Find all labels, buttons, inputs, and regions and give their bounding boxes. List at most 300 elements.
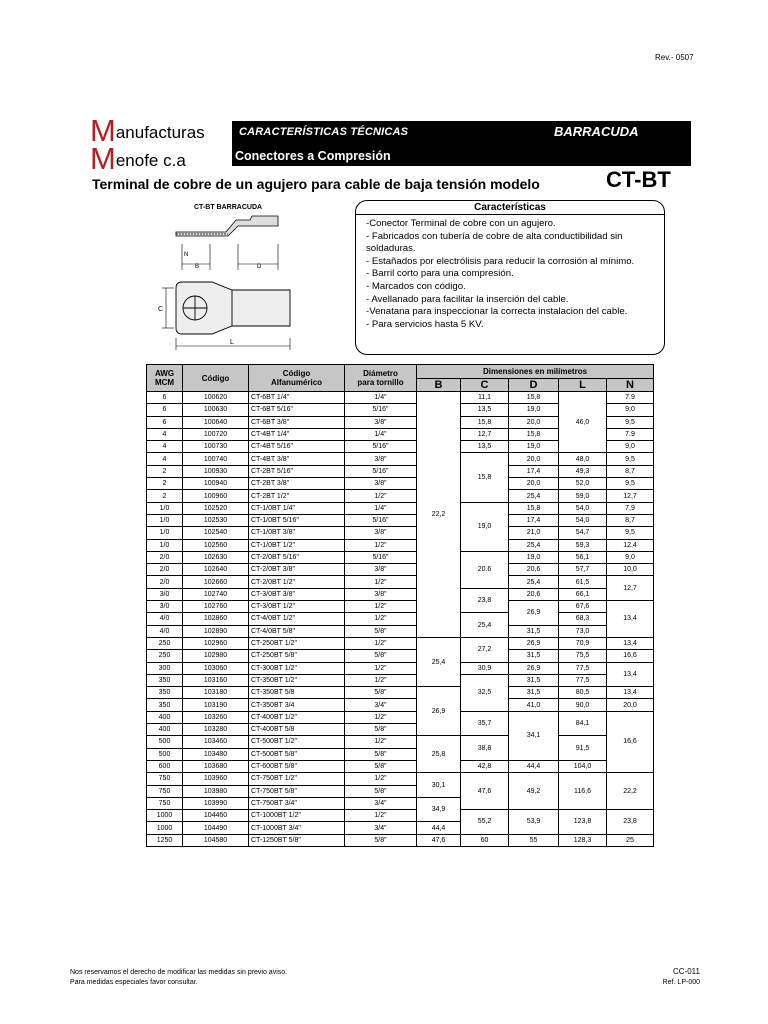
logo-initial-1: M: [90, 113, 116, 148]
table-row: [147, 527, 654, 539]
cell-codigo: 103990: [183, 797, 249, 809]
cell-diametro: 5/16": [345, 551, 417, 563]
cell-dim-c: 32,5: [461, 674, 509, 711]
footer-line-2: Para medidas especiales favor consultar.: [70, 978, 198, 986]
cell-diametro: 1/2": [345, 674, 417, 686]
cell-dim-d: 25,4: [509, 576, 559, 588]
cell-awg: 3/0: [147, 588, 183, 600]
cell-diametro: 5/16": [345, 404, 417, 416]
cell-alfanumerico: CT-750BT 3/4": [249, 797, 345, 809]
cell-diametro: 5/16": [345, 465, 417, 477]
cell-awg: 1/0: [147, 514, 183, 526]
cell-dim-n: 8,7: [607, 514, 654, 526]
cell-alfanumerico: CT-250BT 5/8": [249, 650, 345, 662]
cell-dim-l: 54,7: [559, 527, 607, 539]
cell-awg: 2: [147, 465, 183, 477]
specifications-table: [146, 364, 654, 847]
cell-diametro: 3/4": [345, 797, 417, 809]
cell-alfanumerico: CT-4BT 5/16": [249, 441, 345, 453]
cell-diametro: 5/8": [345, 785, 417, 797]
table-row: [147, 601, 654, 613]
cell-awg: 750: [147, 773, 183, 785]
table-row: [147, 564, 654, 576]
terminal-drawing: [140, 198, 355, 358]
cell-dim-l: 48,0: [559, 453, 607, 465]
cell-dim-l: 128,3: [559, 834, 607, 846]
header-awg: AWG MCM: [147, 365, 183, 392]
cell-dim-n: 7,9: [607, 502, 654, 514]
cell-dim-b: 25,8: [417, 736, 461, 773]
cell-dim-d: 15,8: [509, 392, 559, 404]
cell-dim-l: 59,3: [559, 539, 607, 551]
cell-alfanumerico: CT-350BT 5/8: [249, 687, 345, 699]
table-row: [147, 588, 654, 600]
page-title: Terminal de cobre de un agujero para cable de baja tensión modelo: [92, 176, 540, 192]
cell-alfanumerico: CT-1000BT 3/4": [249, 822, 345, 834]
header-l: L: [559, 379, 607, 392]
cell-dim-n: 9,5: [607, 478, 654, 490]
table-row: [147, 551, 654, 563]
model-code: CT-BT: [606, 167, 671, 192]
cell-dim-d: 20,0: [509, 478, 559, 490]
logo-initial-2: M: [90, 141, 116, 176]
cell-awg: 1/0: [147, 527, 183, 539]
cell-diametro: 5/8": [345, 760, 417, 772]
characteristic-item: - Para servicios hasta 5 KV.: [366, 318, 484, 330]
cell-dim-n: 25: [607, 834, 654, 846]
cell-dim-n: 22,2: [607, 773, 654, 810]
cell-dim-c: 35,7: [461, 711, 509, 736]
header-c: C: [461, 379, 509, 392]
cell-codigo: 103260: [183, 711, 249, 723]
cell-diametro: 1/2": [345, 576, 417, 588]
cell-dim-l: 54,0: [559, 514, 607, 526]
dim-d-label: D: [257, 264, 262, 270]
characteristic-item: - Marcados con código.: [366, 280, 466, 292]
cell-dim-d: 31,5: [509, 674, 559, 686]
header-brand: BARRACUDA: [554, 124, 639, 139]
table-row: [147, 576, 654, 588]
header-n: N: [607, 379, 654, 392]
cell-dim-l: 90,0: [559, 699, 607, 711]
cell-alfanumerico: CT-1250BT 5/8": [249, 834, 345, 846]
cell-dim-d: 34,1: [509, 711, 559, 760]
cell-dim-d: 15,8: [509, 428, 559, 440]
footer-code: CC-011: [673, 967, 700, 976]
cell-diametro: 5/16": [345, 514, 417, 526]
cell-dim-l: 68,3: [559, 613, 607, 625]
cell-awg: 1000: [147, 810, 183, 822]
cell-dim-n: 9,5: [607, 453, 654, 465]
cell-dim-c: 15,8: [461, 416, 509, 428]
cell-dim-l: 80,5: [559, 687, 607, 699]
cell-alfanumerico: CT-1/0BT 1/4": [249, 502, 345, 514]
cell-dim-d: 15,8: [509, 502, 559, 514]
cell-awg: 350: [147, 699, 183, 711]
cell-dim-l: 70,9: [559, 637, 607, 649]
cell-codigo: 103680: [183, 760, 249, 772]
cell-alfanumerico: CT-350BT 3/4: [249, 699, 345, 711]
cell-dim-n: 9,0: [607, 551, 654, 563]
table-row: [147, 687, 654, 699]
cell-diametro: 1/2": [345, 637, 417, 649]
cell-alfanumerico: CT-250BT 1/2": [249, 637, 345, 649]
cell-dim-l: 49,3: [559, 465, 607, 477]
cell-alfanumerico: CT-1/0BT 5/16": [249, 514, 345, 526]
cell-diametro: 1/2": [345, 711, 417, 723]
table-row: [147, 637, 654, 649]
cell-dim-d: 19,0: [509, 404, 559, 416]
cell-codigo: 102660: [183, 576, 249, 588]
cell-alfanumerico: CT-300BT 1/2": [249, 662, 345, 674]
cell-dim-b: 22,2: [417, 392, 461, 638]
cell-diametro: 5/8": [345, 748, 417, 760]
cell-codigo: 102860: [183, 613, 249, 625]
table-row: [147, 711, 654, 723]
cell-codigo: 104460: [183, 810, 249, 822]
cell-awg: 4: [147, 453, 183, 465]
cell-dim-c: 27,2: [461, 637, 509, 662]
cell-dim-n: 13,4: [607, 687, 654, 699]
header-b: B: [417, 379, 461, 392]
cell-diametro: 1/2": [345, 773, 417, 785]
cell-dim-d: 25,4: [509, 490, 559, 502]
cell-awg: 4: [147, 441, 183, 453]
table-row: [147, 773, 654, 785]
table-row: [147, 736, 654, 748]
cell-diametro: 5/8": [345, 724, 417, 736]
cell-alfanumerico: CT-750BT 1/2": [249, 773, 345, 785]
cell-dim-l: 73,0: [559, 625, 607, 637]
cell-dim-l: 84,1: [559, 711, 607, 736]
dim-l-label: L: [230, 339, 234, 346]
cell-alfanumerico: CT-4/0BT 1/2": [249, 613, 345, 625]
cell-dim-c: 15,8: [461, 453, 509, 502]
cell-awg: 1/0: [147, 502, 183, 514]
cell-dim-d: 21,0: [509, 527, 559, 539]
cell-dim-b: 30,1: [417, 773, 461, 798]
cell-alfanumerico: CT-6BT 1/4": [249, 392, 345, 404]
header-diametro: Diámetro para tornillo: [345, 365, 417, 392]
cell-dim-c: 55,2: [461, 810, 509, 835]
cell-codigo: 103980: [183, 785, 249, 797]
header-dimensiones: Dimensiones en milímetros: [417, 365, 654, 379]
cell-diametro: 5/8": [345, 834, 417, 846]
table-row: [147, 392, 654, 404]
table-row: [147, 810, 654, 822]
cell-diametro: 1/4": [345, 392, 417, 404]
cell-dim-d: 41,0: [509, 699, 559, 711]
table-row: [147, 490, 654, 502]
cell-codigo: 100930: [183, 465, 249, 477]
cell-dim-d: 26,9: [509, 662, 559, 674]
cell-diametro: 3/8": [345, 478, 417, 490]
cell-codigo: 100640: [183, 416, 249, 428]
cell-awg: 6: [147, 392, 183, 404]
cell-awg: 4/0: [147, 625, 183, 637]
footer-codes: [640, 966, 700, 988]
cell-alfanumerico: CT-2/0BT 1/2": [249, 576, 345, 588]
cell-awg: 250: [147, 650, 183, 662]
cell-awg: 1000: [147, 822, 183, 834]
cell-dim-n: 9,5: [607, 416, 654, 428]
cell-dim-l: 67,6: [559, 601, 607, 613]
characteristics-box: [355, 200, 665, 355]
table-row: [147, 699, 654, 711]
footer-notes: [70, 968, 287, 987]
header-codigo: Código: [183, 365, 249, 392]
characteristic-item: -Venatana para inspeccionar la correcta instalacion del cable.: [366, 306, 628, 318]
cell-diametro: 1/2": [345, 613, 417, 625]
terminal-top-view: [176, 282, 290, 334]
cell-diametro: 1/4": [345, 502, 417, 514]
logo-text-2: enofe c.a: [115, 151, 186, 170]
cell-diametro: 3/4": [345, 822, 417, 834]
cell-dim-d: 20,0: [509, 453, 559, 465]
cell-dim-b: 34,9: [417, 797, 461, 822]
cell-dim-c: 20.6: [461, 551, 509, 588]
cell-dim-n: 9,0: [607, 441, 654, 453]
cell-diametro: 1/2": [345, 810, 417, 822]
cell-codigo: 104580: [183, 834, 249, 846]
cell-codigo: 102980: [183, 650, 249, 662]
cell-dim-d: 19,0: [509, 441, 559, 453]
cell-awg: 4: [147, 428, 183, 440]
cell-awg: 500: [147, 736, 183, 748]
cell-dim-c: 11,1: [461, 392, 509, 404]
dim-n-label: N: [184, 252, 189, 258]
cell-dim-d: 53,9: [509, 810, 559, 835]
cell-dim-n: 12,7: [607, 576, 654, 601]
cell-dim-d: 20,0: [509, 416, 559, 428]
cell-dim-n: 7.9: [607, 428, 654, 440]
table-row: [147, 514, 654, 526]
cell-dim-d: 31,5: [509, 625, 559, 637]
cell-awg: 2/0: [147, 564, 183, 576]
dim-c-label: C: [158, 306, 164, 313]
cell-dim-d: 25,4: [509, 539, 559, 551]
cell-dim-d: 17,4: [509, 514, 559, 526]
cell-awg: 400: [147, 711, 183, 723]
cell-codigo: 102960: [183, 637, 249, 649]
cell-dim-c: 23,8: [461, 588, 509, 613]
cell-dim-d: 31,5: [509, 650, 559, 662]
table-row: [147, 625, 654, 637]
header-codigo-alfa: Código Alfanumérico: [249, 365, 345, 392]
cell-dim-d: 26,9: [509, 637, 559, 649]
cell-alfanumerico: CT-3/0BT 3/8": [249, 588, 345, 600]
cell-alfanumerico: CT-400BT 5/8: [249, 724, 345, 736]
cell-dim-n: 8,7: [607, 465, 654, 477]
cell-dim-c: 47,6: [461, 773, 509, 810]
cell-diametro: 1/2": [345, 490, 417, 502]
cell-dim-n: 13,4: [607, 637, 654, 649]
footer-line-1: Nos reservamos el derecho de modificar las medidas sin previo aviso.: [70, 969, 288, 976]
header-tech-label: CARACTERÍSTICAS TÉCNICAS: [239, 126, 409, 138]
cell-dim-d: 19,0: [509, 551, 559, 563]
cell-dim-l: 77,5: [559, 674, 607, 686]
cell-dim-d: 26,9: [509, 601, 559, 626]
company-logo: [90, 113, 240, 176]
cell-awg: 2/0: [147, 576, 183, 588]
cell-dim-l: 52,0: [559, 478, 607, 490]
cell-codigo: 103960: [183, 773, 249, 785]
cell-codigo: 103280: [183, 724, 249, 736]
cell-dim-d: 44,4: [509, 760, 559, 772]
cell-codigo: 104490: [183, 822, 249, 834]
cell-dim-c: 25,4: [461, 613, 509, 638]
cell-dim-n: 16,6: [607, 711, 654, 772]
cell-dim-l: 59,0: [559, 490, 607, 502]
cell-codigo: 102540: [183, 527, 249, 539]
table-row: [147, 539, 654, 551]
cell-alfanumerico: CT-500BT 5/8": [249, 748, 345, 760]
cell-diametro: 5/8": [345, 650, 417, 662]
table-row: [147, 478, 654, 490]
cell-awg: 750: [147, 785, 183, 797]
table-row: [147, 502, 654, 514]
cell-dim-n: 9,5: [607, 527, 654, 539]
cell-codigo: 103460: [183, 736, 249, 748]
cell-dim-n: 16,6: [607, 650, 654, 662]
cell-dim-d: 55: [509, 834, 559, 846]
cell-alfanumerico: CT-1/0BT 3/8": [249, 527, 345, 539]
cell-dim-l: 91,5: [559, 736, 607, 761]
cell-codigo: 103480: [183, 748, 249, 760]
terminal-side-view: [176, 216, 278, 236]
drawing-label: CT-BT BARRACUDA: [194, 204, 263, 211]
characteristic-item: - Estañados por electrólisis para reducir la corrosión al mínimo.: [366, 255, 635, 267]
cell-awg: 1/0: [147, 539, 183, 551]
header-subtitle: Conectores a Compresión: [235, 149, 391, 163]
cell-codigo: 100630: [183, 404, 249, 416]
cell-diametro: 3/8": [345, 564, 417, 576]
cell-codigo: 102760: [183, 601, 249, 613]
cell-dim-n: 13,4: [607, 662, 654, 687]
cell-dim-l: 61,5: [559, 576, 607, 588]
dim-b-label: B: [195, 264, 200, 270]
cell-awg: 6: [147, 404, 183, 416]
cell-dim-c: 42,8: [461, 760, 509, 772]
cell-dim-l: 46,0: [559, 392, 607, 453]
table-row: [147, 760, 654, 772]
cell-diametro: 3/4": [345, 699, 417, 711]
cell-awg: 4/0: [147, 613, 183, 625]
cell-alfanumerico: CT-4BT 3/8": [249, 453, 345, 465]
table-body: [147, 392, 654, 847]
cell-codigo: 102640: [183, 564, 249, 576]
cell-dim-l: 75,5: [559, 650, 607, 662]
cell-awg: 600: [147, 760, 183, 772]
cell-codigo: 100720: [183, 428, 249, 440]
cell-codigo: 103160: [183, 674, 249, 686]
characteristic-item: - Barril corto para una compresión.: [366, 268, 514, 280]
cell-dim-c: 38,8: [461, 736, 509, 761]
cell-alfanumerico: CT-2BT 5/16": [249, 465, 345, 477]
cell-awg: 750: [147, 797, 183, 809]
cell-dim-n: 12,4: [607, 539, 654, 551]
cell-dim-n: 7.9: [607, 392, 654, 404]
cell-codigo: 103060: [183, 662, 249, 674]
characteristic-item: -Conector Terminal de cobre con un agujero.: [366, 218, 556, 229]
cell-codigo: 103180: [183, 687, 249, 699]
cell-codigo: 100730: [183, 441, 249, 453]
table-row: [147, 453, 654, 465]
cell-dim-c: 60: [461, 834, 509, 846]
characteristic-item: - Fabricados con tubería de cobre de alta conductibilidad sin soldaduras.: [366, 230, 623, 255]
cell-alfanumerico: CT-500BT 1/2": [249, 736, 345, 748]
cell-codigo: 102520: [183, 502, 249, 514]
cell-diametro: 3/8": [345, 527, 417, 539]
cell-awg: 400: [147, 724, 183, 736]
cell-alfanumerico: CT-750BT 5/8": [249, 785, 345, 797]
cell-codigo: 102560: [183, 539, 249, 551]
cell-awg: 2/0: [147, 551, 183, 563]
table-row: [147, 674, 654, 686]
cell-dim-b: 47,6: [417, 834, 461, 846]
cell-diametro: 1/2": [345, 601, 417, 613]
cell-dim-l: 77,5: [559, 662, 607, 674]
cell-diametro: 3/8": [345, 588, 417, 600]
cell-dim-c: 13,5: [461, 441, 509, 453]
cell-dim-n: 12,7: [607, 490, 654, 502]
cell-dim-d: 31,5: [509, 687, 559, 699]
cell-dim-l: 56,1: [559, 551, 607, 563]
footer-ref: Ref. LP-000: [662, 979, 700, 986]
cell-awg: 6: [147, 416, 183, 428]
cell-alfanumerico: CT-400BT 1/2": [249, 711, 345, 723]
cell-diametro: 1/4": [345, 428, 417, 440]
cell-dim-c: 30,9: [461, 662, 509, 674]
cell-alfanumerico: CT-2/0BT 3/8": [249, 564, 345, 576]
cell-dim-b: 25,4: [417, 637, 461, 686]
cell-dim-b: 44,4: [417, 822, 461, 834]
cell-alfanumerico: CT-2/0BT 5/16": [249, 551, 345, 563]
cell-dim-n: 20,0: [607, 699, 654, 711]
table-row: [147, 465, 654, 477]
cell-diametro: 5/8": [345, 687, 417, 699]
cell-dim-n: 9,0: [607, 404, 654, 416]
cell-awg: 3/0: [147, 601, 183, 613]
table-row: [147, 650, 654, 662]
cell-awg: 2: [147, 478, 183, 490]
table-row: [147, 834, 654, 846]
header-d: D: [509, 379, 559, 392]
cell-dim-l: 123,8: [559, 810, 607, 835]
cell-alfanumerico: CT-3/0BT 1/2": [249, 601, 345, 613]
cell-awg: 500: [147, 748, 183, 760]
table-row: [147, 662, 654, 674]
cell-diametro: 1/2": [345, 662, 417, 674]
cell-dim-l: 66,1: [559, 588, 607, 600]
cell-diametro: 1/2": [345, 736, 417, 748]
cell-awg: 1250: [147, 834, 183, 846]
cell-alfanumerico: CT-2BT 1/2": [249, 490, 345, 502]
logo-line-2: [90, 141, 186, 177]
cell-dim-l: 54,0: [559, 502, 607, 514]
cell-dim-n: 23,8: [607, 810, 654, 835]
cell-alfanumerico: CT-350BT 1/2": [249, 674, 345, 686]
cell-diametro: 3/8": [345, 453, 417, 465]
cell-awg: 300: [147, 662, 183, 674]
cell-codigo: 100960: [183, 490, 249, 502]
cell-diametro: 5/8": [345, 625, 417, 637]
cell-alfanumerico: CT-1/0BT 1/2": [249, 539, 345, 551]
cell-dim-l: 57,7: [559, 564, 607, 576]
cell-dim-d: 20,6: [509, 588, 559, 600]
cell-dim-d: 20,6: [509, 564, 559, 576]
cell-dim-c: 12,7: [461, 428, 509, 440]
